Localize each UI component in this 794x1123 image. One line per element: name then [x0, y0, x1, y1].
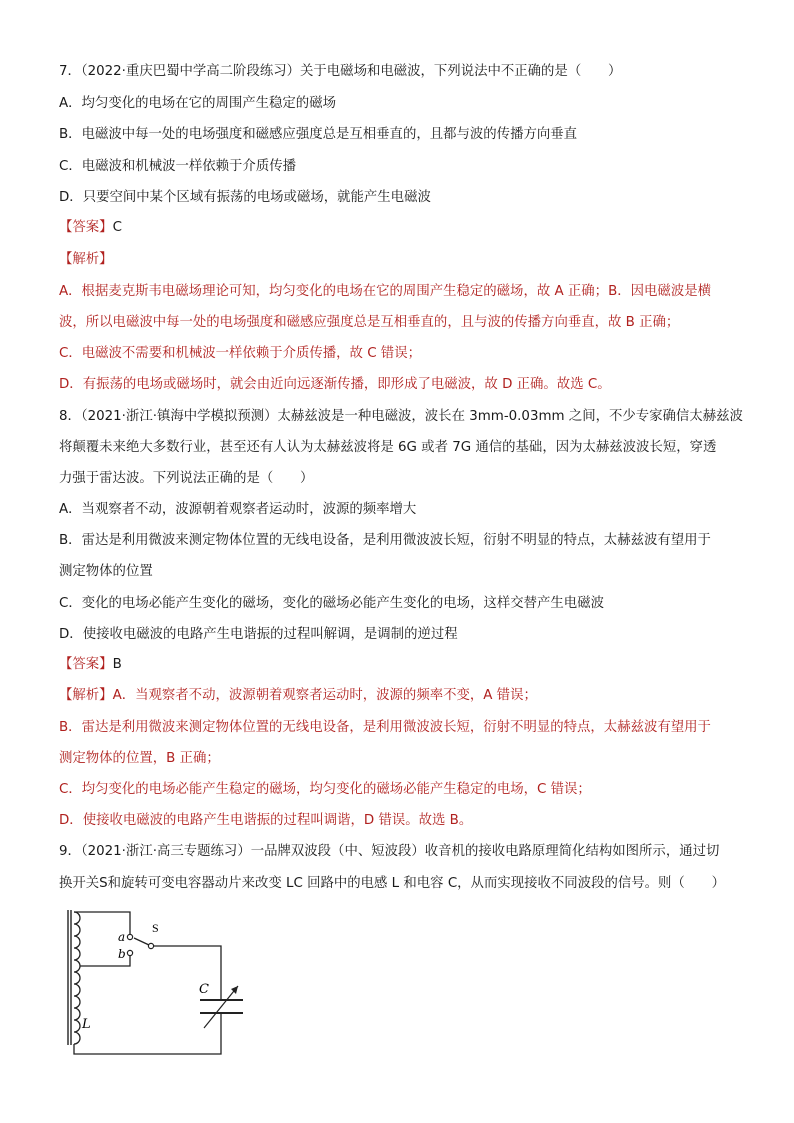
q9-stem-line-2: 换开关S和旋转可变电容器动片来改变 LC 回路中的电感 L 和电容 C，从而实现接收不同波段的信号。则（ ）	[59, 876, 725, 891]
q8-option-a: A．当观察者不动，波源朝着观察者运动时，波源的频率增大	[59, 502, 417, 517]
q8-analysis-line-3: C．均匀变化的电场必能产生稳定的磁场，均匀变化的磁场必能产生稳定的电场，C 错误；	[59, 782, 591, 797]
q8-stem-line-2: 将颠覆未来绝大多数行业，甚至还有人认为太赫兹波将是 6G 或者 7G 通信的基础，因为太赫兹波波长短，穿透	[59, 440, 717, 455]
lc-circuit-diagram	[56, 900, 256, 1060]
q7-analysis-line-3: C．电磁波不需要和机械波一样依赖于介质传播，故 C 错误；	[59, 346, 421, 361]
answer-tag: 【答案】	[59, 657, 113, 672]
q7-analysis-line-2: 波，所以电磁波中每一处的电场强度和磁感应强度总是互相垂直的，且与波的传播方向垂直，故 B 正确；	[59, 315, 680, 330]
q8-stem-line-3: 力强于雷达波。下列说法正确的是（ ）	[59, 471, 314, 486]
q7-option-c: C．电磁波和机械波一样依赖于介质传播	[59, 159, 296, 174]
q8-analysis-line-4: D．使接收电磁波的电路产生电谐振的过程叫调谐，D 错误。故选 B。	[59, 813, 473, 828]
q8-answer	[59, 655, 749, 675]
q8-stem-line-1: 8．（2021·浙江·镇海中学模拟预测）太赫兹波是一种电磁波，波长在 3mm-0.03mm 之间，不少专家确信太赫兹波	[59, 409, 743, 424]
q7-option-d: D．只要空间中某个区域有振荡的电场或磁场，就能产生电磁波	[59, 190, 431, 205]
label-b: b	[118, 947, 126, 961]
terminal-a	[127, 934, 132, 939]
switch-blade	[134, 938, 149, 945]
wire-switch-to-capacitor	[154, 946, 221, 1000]
analysis-tag: 【解析】	[59, 688, 113, 703]
label-s: S	[152, 921, 159, 935]
label-c: C	[199, 982, 209, 997]
inductor-coil	[74, 912, 80, 1044]
q7-analysis-line-4: D．有振荡的电场或磁场时，就会由近向远逐渐传播，即形成了电磁波，故 D 正确。故选 C。	[59, 377, 611, 392]
q7-analysis-line-1: A．根据麦克斯韦电磁场理论可知，均匀变化的电场在它的周围产生稳定的磁场，故 A 正确；B．因电磁波是横	[59, 284, 711, 299]
q7-stem: 7．（2022·重庆巴蜀中学高二阶段练习）关于电磁场和电磁波，下列说法中不正确的是（ ）	[59, 64, 622, 79]
label-a: a	[118, 930, 126, 944]
q7-option-b: B．电磁波中每一处的电场强度和磁感应强度总是互相垂直的，且都与波的传播方向垂直	[59, 127, 578, 142]
switch-pivot	[148, 943, 153, 948]
q8-option-d: D．使接收电磁波的电路产生电谐振的过程叫解调，是调制的逆过程	[59, 627, 458, 642]
q8-analysis-line-2: 测定物体的位置，B 正确；	[59, 751, 220, 766]
terminal-b	[127, 950, 132, 955]
q8-option-b-line-1: B．雷达是利用微波来测定物体位置的无线电设备，是利用微波波长短，衍射不明显的特点，太赫兹波有望用于	[59, 533, 711, 548]
q7-analysis-tag: 【解析】	[59, 252, 113, 267]
answer-value: C	[112, 220, 122, 235]
q8-option-c: C．变化的电场必能产生变化的磁场，变化的磁场必能产生变化的电场，这样交替产生电磁波	[59, 596, 604, 611]
q8-option-b-line-2: 测定物体的位置	[59, 564, 153, 579]
q8-analysis-first	[59, 686, 749, 706]
q9-stem-line-1: 9．（2021·浙江·高三专题练习）一品牌双波段（中、短波段）收音机的接收电路原理简化结构如图所示，通过切	[59, 844, 720, 859]
wire-bottom	[74, 1013, 221, 1054]
q7-answer	[59, 218, 749, 238]
answer-tag: 【答案】	[59, 220, 113, 235]
q7-option-a: A．均匀变化的电场在它的周围产生稳定的磁场	[59, 96, 336, 111]
analysis-text: A．当观察者不动，波源朝着观察者运动时，波源的频率不变，A 错误；	[112, 688, 537, 703]
answer-value: B	[112, 657, 122, 672]
q8-analysis-line-1: B．雷达是利用微波来测定物体位置的无线电设备，是利用微波波长短，衍射不明显的特点，太赫兹波有望用于	[59, 720, 711, 735]
label-l: L	[82, 1017, 91, 1032]
